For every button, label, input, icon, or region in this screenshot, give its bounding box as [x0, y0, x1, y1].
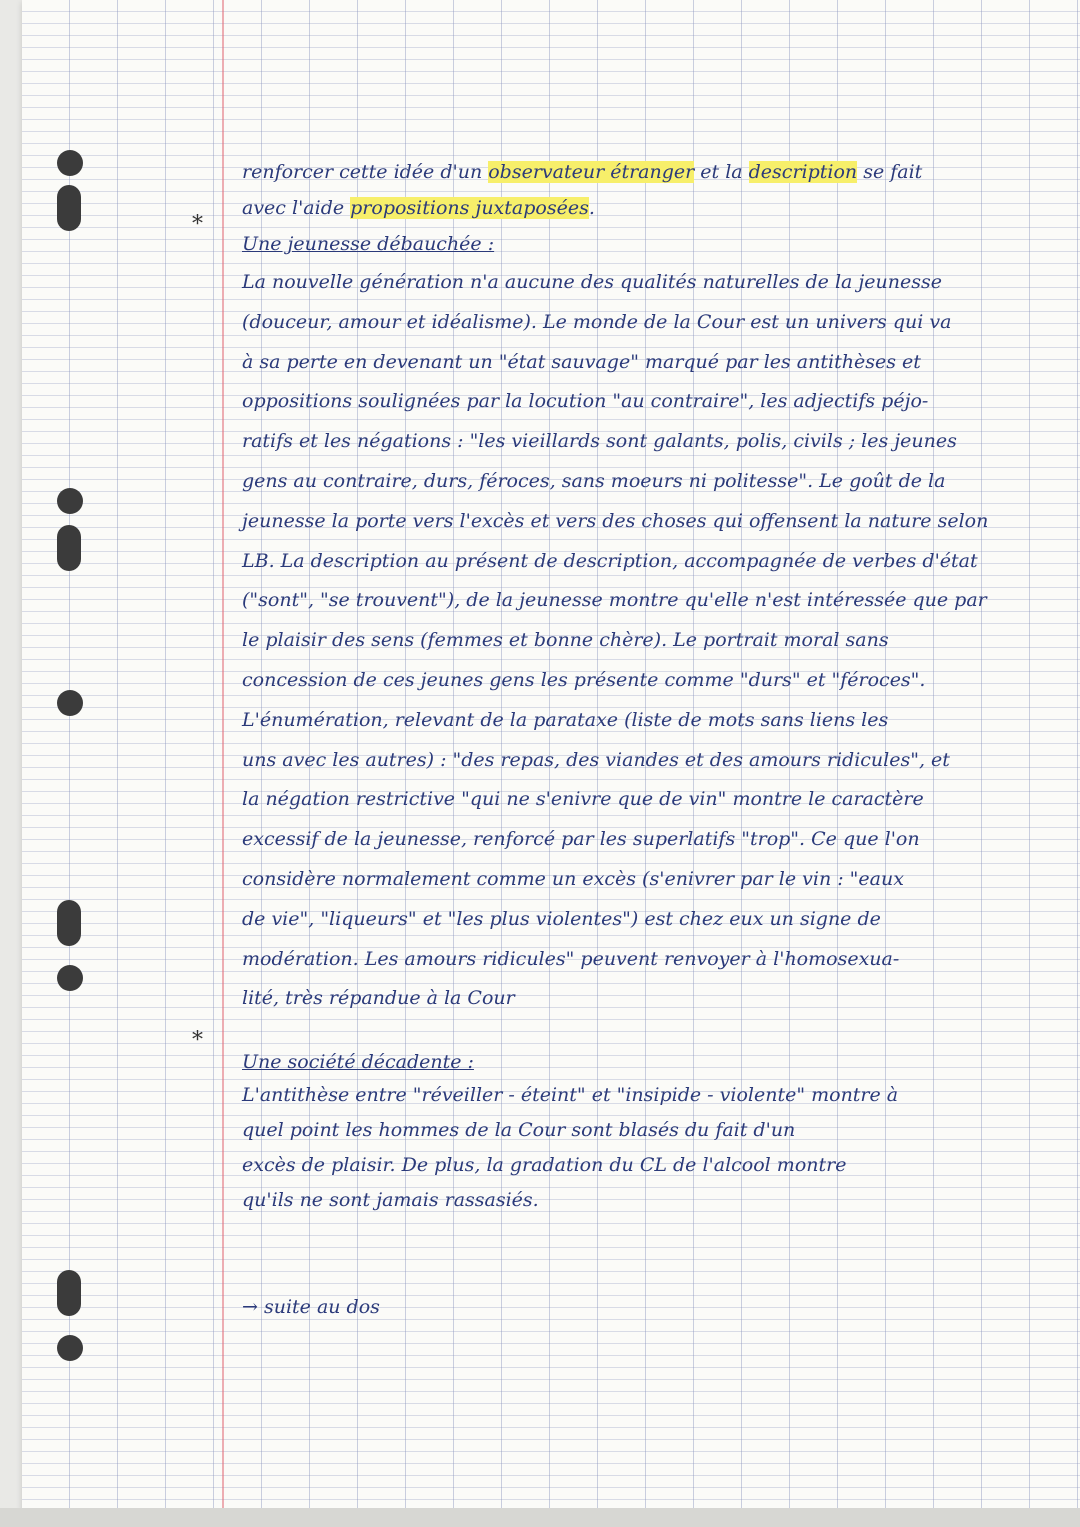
margin-line: [222, 0, 224, 1510]
jeunesse-body-line: ratifs et les négations : "les vieillards sont galants, polis, civils ; les jeunes: [242, 430, 957, 453]
binder-hole: [57, 525, 81, 571]
jeunesse-body-line: modération. Les amours ridicules" peuvent renvoyer à l'homosexua-: [242, 947, 900, 970]
societe-body-line: quel point les hommes de la Cour sont blasés du fait d'un: [242, 1119, 796, 1141]
societe-body-line: qu'ils ne sont jamais rassasiés.: [242, 1189, 539, 1211]
jeunesse-body-line: uns avec les autres) : "des repas, des viandes et des amours ridicules", et: [242, 748, 950, 771]
section-heading-societe: Une société décadente :: [242, 1051, 474, 1073]
page-bottom-edge: [0, 1508, 1080, 1527]
binder-hole: [57, 900, 81, 946]
jeunesse-body-line: la négation restrictive "qui ne s'enivre que de vin" montre le caractère: [242, 788, 924, 811]
societe-body-line: L'antithèse entre "réveiller - éteint" et "insipide - violente" montre à: [242, 1084, 899, 1106]
binder-hole: [57, 185, 81, 231]
binder-hole: [57, 150, 83, 176]
jeunesse-body-line: (douceur, amour et idéalisme). Le monde de la Cour est un univers qui va: [242, 310, 952, 333]
bullet-1: *: [192, 212, 203, 237]
binder-hole: [57, 690, 83, 716]
jeunesse-body-line: gens au contraire, durs, féroces, sans moeurs ni politesse". Le goût de la: [242, 470, 946, 492]
footer-note: → suite au dos: [242, 1296, 380, 1318]
binder-hole: [57, 488, 83, 514]
jeunesse-body-line: L'énumération, relevant de la parataxe (liste de mots sans liens les: [242, 708, 889, 731]
binder-hole: [57, 965, 83, 991]
jeunesse-body-line: ("sont", "se trouvent"), de la jeunesse montre qu'elle n'est intéressée que par: [242, 589, 987, 612]
intro-line-1: renforcer cette idée d'un observateur étranger et la description se fait: [242, 161, 923, 183]
jeunesse-body-line: concession de ces jeunes gens les présente comme "durs" et "féroces".: [242, 669, 926, 691]
binder-hole: [57, 1270, 81, 1316]
jeunesse-body-line: de vie", "liqueurs" et "les plus violentes") est chez eux un signe de: [242, 907, 881, 930]
jeunesse-body-line: le plaisir des sens (femmes et bonne chère). Le portrait moral sans: [242, 629, 889, 652]
notebook-page: [22, 0, 1080, 1510]
jeunesse-body-line: LB. La description au présent de description, accompagnée de verbes d'état: [242, 549, 978, 572]
jeunesse-body-line: considère normalement comme un excès (s'enivrer par le vin : "eaux: [242, 868, 904, 890]
jeunesse-body-line: excessif de la jeunesse, renforcé par les superlatifs "trop". Ce que l'on: [242, 828, 920, 851]
section-heading-jeunesse: Une jeunesse débauchée :: [242, 233, 495, 255]
bullet-2: *: [192, 1028, 203, 1053]
binder-hole: [57, 1335, 83, 1361]
jeunesse-body-line: à sa perte en devenant un "état sauvage" marqué par les antithèses et: [242, 350, 921, 373]
jeunesse-body-line: La nouvelle génération n'a aucune des qualités naturelles de la jeunesse: [242, 271, 943, 293]
jeunesse-body-line: oppositions soulignées par la locution "au contraire", les adjectifs péjo-: [242, 390, 929, 413]
societe-body-line: excès de plaisir. De plus, la gradation du CL de l'alcool montre: [242, 1154, 847, 1176]
jeunesse-body-line: jeunesse la porte vers l'excès et vers des choses qui offensent la nature selon: [242, 509, 989, 532]
intro-line-2: avec l'aide propositions juxtaposées.: [242, 197, 595, 219]
jeunesse-body-line: lité, très répandue à la Cour: [242, 987, 515, 1010]
